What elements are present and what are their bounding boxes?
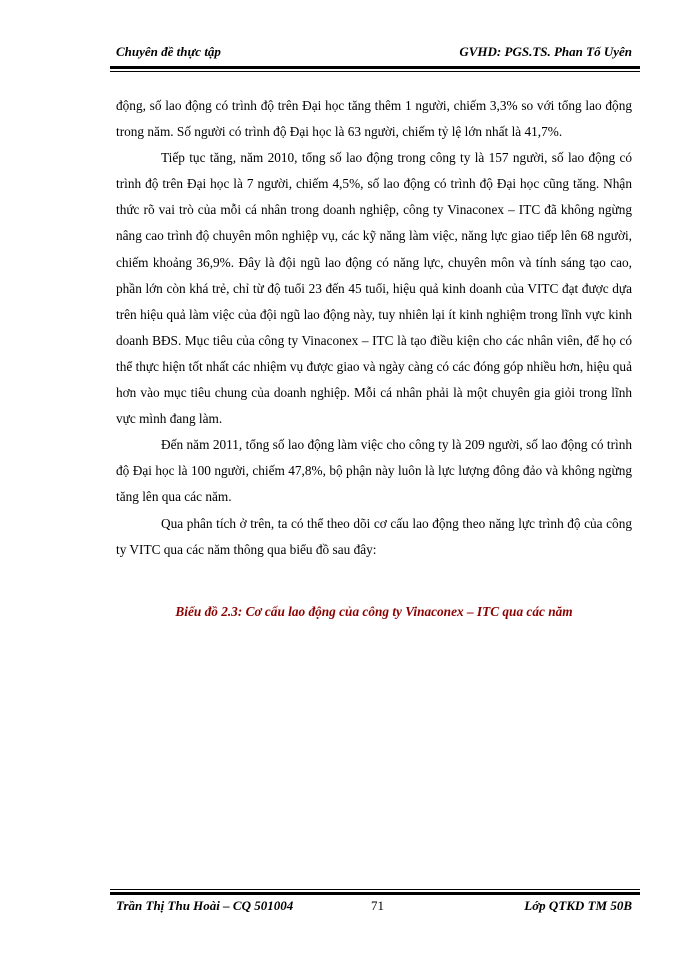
- page-header: [116, 44, 632, 60]
- footer-rule-thick: [110, 892, 640, 895]
- footer-rule-thin: [110, 889, 640, 890]
- paragraph-2: Tiếp tục tăng, năm 2010, tổng số lao động trong công ty là 157 người, số lao động có trình độ trên Đại học là 7 người, chiếm 4,5%, số lao động có trình độ Đại học cũng tăng. Nhận thức rõ vai trò của mỗi cá nhân trong doanh nghiệp, công ty Vinaconex – ITC đã không ngừng nâng cao trình độ chuyên môn nghiệp vụ, các kỹ năng làm việc, năng lực giao tiếp lên 68 người, chiếm khoảng 36,9%. Đây là đội ngũ lao động có năng lực, chuyên môn và tính sáng tạo cao, phần lớn còn khá trẻ, chỉ từ độ tuổi 23 đến 45 tuổi, hiệu quả kinh doanh của VITC đạt được dựa trên hiệu quả làm việc của đội ngũ lao động này, tuy nhiên lại ít kinh nghiệm trong lĩnh vực kinh doanh BĐS. Mục tiêu của công ty Vinaconex – ITC là tạo điều kiện cho các nhân viên, để họ có thể thực hiện tốt nhất các nhiệm vụ được giao và ngày càng có các đóng góp nhiều hơn, hiệu quả hơn vào mục tiêu chung của doanh nghiệp. Mỗi cá nhân phải là một chuyên gia giỏi trong lĩnh vực mình đang làm.: [116, 150, 632, 427]
- page-number: 71: [371, 898, 384, 913]
- footer-class: Lớp QTKD TM 50B: [524, 898, 632, 913]
- header-rule-thick: [110, 66, 640, 69]
- header-document-title: Chuyên đề thực tập: [116, 44, 221, 59]
- body-text: [116, 93, 632, 563]
- paragraph-1: động, số lao động có trình độ trên Đại học tăng thêm 1 người, chiếm 3,3% so với tổng lao động trong năm. Số người có trình độ Đại học là 63 người, chiếm tỷ lệ lớn nhất là 41,7%.: [116, 98, 632, 140]
- chart-placeholder-area: [116, 630, 632, 880]
- header-supervisor: GVHD: PGS.TS. Phan Tố Uyên: [459, 44, 632, 59]
- footer-author: Trần Thị Thu Hoài – CQ 501004: [116, 898, 294, 913]
- chart-caption: Biểu đồ 2.3: Cơ cấu lao động của công ty Vinaconex – ITC qua các năm: [175, 604, 573, 619]
- header-rule-thin: [110, 71, 640, 72]
- paragraph-4: Qua phân tích ở trên, ta có thể theo dõi cơ cấu lao động theo năng lực trình độ của công ty VITC qua các năm thông qua biểu đồ sau đây:: [116, 515, 632, 557]
- paragraph-3: Đến năm 2011, tổng số lao động làm việc cho công ty là 209 người, số lao động có trình độ Đại học là 100 người, chiếm 47,8%, bộ phận này luôn là lực lượng đông đảo và không ngừng tăng lên qua các năm.: [116, 437, 632, 505]
